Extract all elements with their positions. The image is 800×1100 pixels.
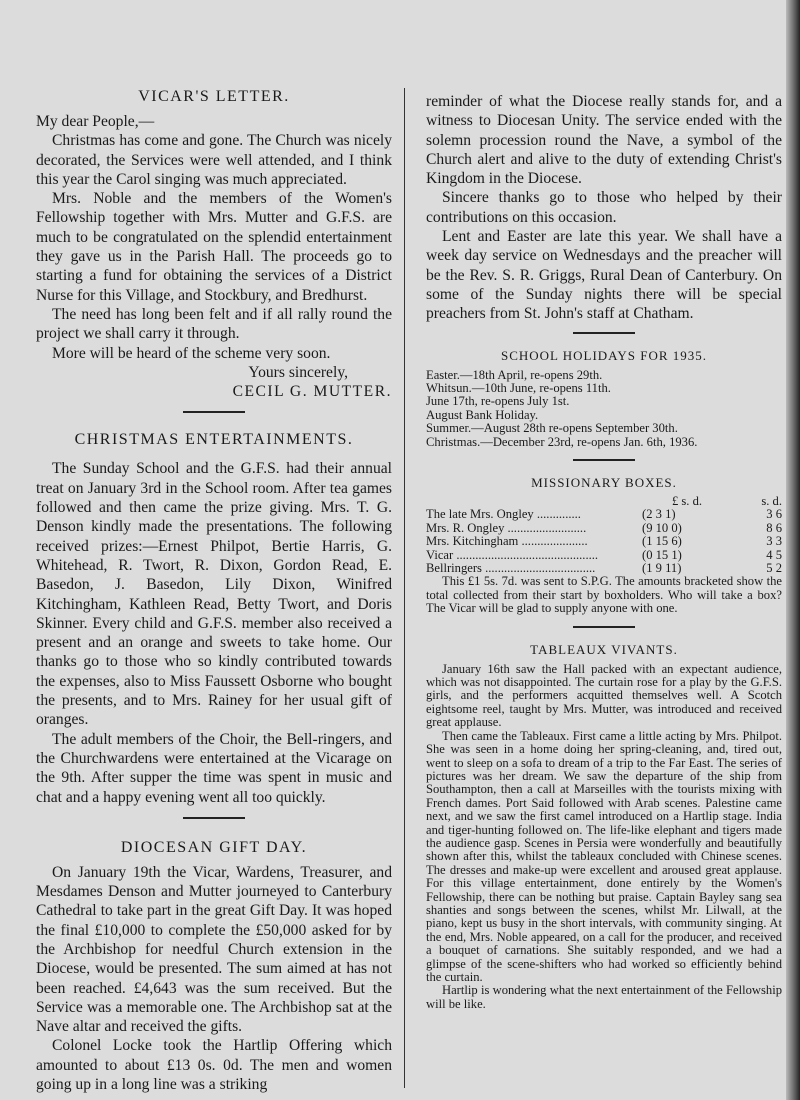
diocesan-continuation [426, 92, 782, 324]
holiday-line: Christmas.—December 23rd, re-opens Jan. 6th, 1936. [426, 434, 698, 449]
missionary-table-header [426, 495, 782, 508]
signature: CECIL G. MUTTER. [232, 383, 392, 401]
holiday-line: August Bank Holiday. [426, 407, 539, 422]
missionary-boxes-heading: MISSIONARY BOXES. [531, 475, 677, 490]
right-column [426, 92, 782, 1011]
holiday-line: Summer.—August 28th re-opens September 30th. [426, 421, 678, 436]
table-row: Bellringers ................................... (1 9 11) 5 2 [426, 561, 782, 576]
tableaux-paragraph: January 16th saw the Hall packed with an expectant audience, which was not disappointed. The curtain rose for a play by the G.F.S. girls, and the performers acquitted themselves well. A Scotch eightsome reel, taught by Mrs. Mutter, was introduced and received great applause. [426, 661, 782, 730]
missionary-boxes [426, 475, 782, 616]
christmas-entertainments [36, 431, 392, 806]
vicars-letter-paragraph: Christmas has come and gone. The Church was nicely decorated, the Services were well attended, and I think this year the Carol singing was much appreciated. [36, 132, 392, 188]
tableaux-paragraph: Then came the Tableaux. First came a little acting by Mrs. Philpot. She was seen in a home doing her spring-cleaning, and, tired out, went to sleep on a sofa to dream of a trip to the Far East. The series of pictures was her dream. We saw the departure of the ship from Southampton, then a call at Marseilles with the tourists mixing with French dames. Port Said followed with Arab scenes. Palestine came next, and we saw the first camel introduced on a Hartlip stage. India and tiger-hunting followed on. The life-like elephant and tigers made the audience gasp. Scenes in Persia were wonderfully and beautifully shown after this, whilst the tableaux concluded with Chinese scenes. The dresses and make-up were excellent and aroused great applause. For this village entertainment, done entirely by the Women's Fellowship, there can be nothing but praise. Captain Bayley sang sea shanties and songs between the scenes, whilst Mr. Lilwall, at the piano, kept us busy in the short intervals, with community singing. At the end, Mrs. Noble appeared, on a call for the producer, and received a bouquet of carnations. She suitably responded, and we had a glimpse of the scene-shifters who had worked so efficiently behind the curtain. [426, 728, 782, 984]
table-row: Mrs. R. Ongley ......................... (9 10 0) 8 6 [426, 520, 782, 535]
signoff [36, 363, 392, 402]
extra-column-header: s. d. [761, 494, 782, 508]
tableaux-paragraph: Hartlip is wondering what the next entertainment of the Fellowship will be like. [426, 983, 782, 1011]
amount-column-header: £ s. d. [671, 494, 703, 508]
diocesan-continuation-text: reminder of what the Diocese really stands for, and a witness to Diocesan Unity. The service ended with the solemn procession round the Nave, a symbol of the Church alert and alive to the duty of extending Christ's Kingdom in the Diocese. [426, 93, 782, 188]
table-row: Mrs. Kitchingham ..................... (1 15 6) 3 3 [426, 534, 782, 549]
christmas-paragraph: The adult members of the Choir, the Bell-ringers, and the Churchwardens were entertained at the Vicarage on the 9th. After supper the time was spent in music and chat and a happy evening went all too quickly. [36, 730, 392, 806]
page-edge-shadow [786, 0, 800, 1100]
tableaux-vivants [426, 642, 782, 1012]
holiday-line: Easter.—18th April, re-opens 29th. [426, 367, 603, 382]
vicars-letter-heading: VICAR'S LETTER. [138, 88, 290, 105]
missionary-table [426, 495, 782, 575]
salutation: My dear People,— [36, 113, 155, 130]
school-holidays [426, 348, 782, 449]
missionary-note: This £1 5s. 7d. was sent to S.P.G. The amounts bracketed show the total collected from their start by boxholders. Who will take a box? The Vicar will be glad to supply anyone with one. [426, 574, 782, 616]
tableaux-vivants-heading: TABLEAUX VIVANTS. [530, 641, 678, 657]
diocesan-gift-day-heading: DIOCESAN GIFT DAY. [120, 838, 308, 856]
holiday-line: Whitsun.—10th June, re-opens 11th. [426, 380, 611, 395]
table-row: Vicar ............................................. (0 15 1) 4 5 [426, 547, 782, 562]
closing: Yours sincerely, [248, 363, 348, 381]
diocesan-paragraph: On January 19th the Vicar, Wardens, Treasurer, and Mesdames Denson and Mutter journeyed to Canterbury Cathedral to take part in the great Gift Day. It was hoped the final £10,000 to complete the £50,000 asked for by the Archbishop for needful Church extension in the Diocese, would be presented. The sum aimed at has not been reached. £4,643 was the sum received. But the Service was a memorable one. The Archbishop sat at the Nave altar and received the gifts. [36, 863, 392, 1036]
school-holidays-heading: SCHOOL HOLIDAYS FOR 1935. [500, 347, 708, 363]
diocesan-paragraph: Colonel Locke took the Hartlip Offering which amounted to about £13 0s. 0d. The men and women going up in a long line was a striking [36, 1037, 392, 1094]
vicars-letter [36, 88, 392, 401]
diocesan-gift-day [36, 839, 392, 1095]
holiday-line: June 17th, re-opens July 1st. [426, 394, 570, 409]
diocesan-paragraph: Lent and Easter are late this year. We shall have a week day service on Wednesdays and the preacher will be the Rev. S. R. Griggs, Rural Dean of Canterbury. On some of the Sunday nights there will be special preachers from St. John's staff at Chatham. [426, 228, 782, 323]
left-column [36, 88, 392, 1094]
column-rule [404, 88, 405, 1088]
vicars-letter-paragraph: The need has long been felt and if all rally round the project we shall carry it through. [36, 305, 392, 343]
diocesan-paragraph: Sincere thanks go to those who helped by their contributions on this occasion. [426, 189, 782, 226]
table-row: The late Mrs. Ongley .............. (2 3 1) 3 6 [426, 507, 782, 522]
christmas-paragraph: The Sunday School and the G.F.S. had their annual treat on January 3rd in the School room. After tea games followed and then came the prize giving. Mrs. T. G. Denson kindly made the presentations. The following received prizes:—Ernest Philpot, Bertie Harris, G. Whitehead, R. Twort, R. Dixon, Gordon Read, E. Basedon, J. Basedon, Lily Dixon, Winifred Kitchingham, Kathleen Read, Betty Twort, and Doris Skinner. Every child and G.F.S. member also received a present and an orange and sweets to take home. Our thanks go to those who so kindly contributed towards the expenses, also to Miss Faussett Osborne who bought the presents, and to Mrs. Rainey for her usual gift of oranges. [36, 460, 392, 729]
vicars-letter-paragraph: Mrs. Noble and the members of the Women's Fellowship together with Mrs. Mutter and G.F.S. are much to be congratulated on the splendid entertainment they gave us in the Parish Hall. The proceeds go to starting a fund for obtaining the services of a District Nurse for this Village, and Stockbury, and Bredhurst. [36, 190, 392, 304]
christmas-entertainments-heading: CHRISTMAS ENTERTAINMENTS. [74, 431, 354, 449]
vicars-letter-paragraph: More will be heard of the scheme very soon. [52, 344, 331, 362]
